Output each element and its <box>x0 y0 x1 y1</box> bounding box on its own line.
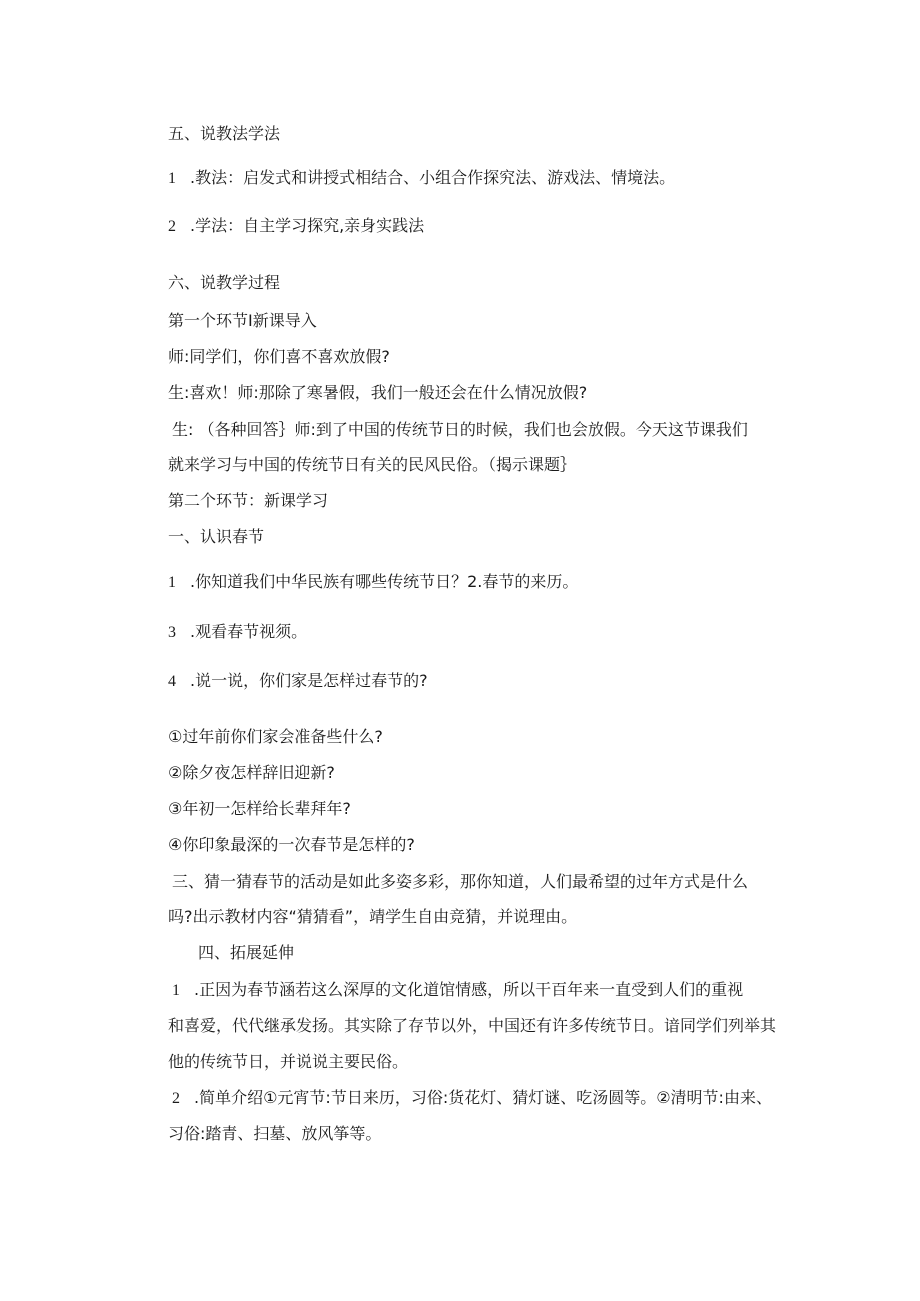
dialogue-line-continued: 就来学习与中国的传统节日有关的民风民俗。（揭示课题｝ <box>168 455 577 474</box>
item-text: .你知道我们中华民族有哪些传统节日？2.春节的来历。 <box>190 572 579 591</box>
item-text: .教法：启发式和讲授式相结合、小组合作探究法、游戏法、情境法。 <box>190 168 676 187</box>
paragraph-guess-continued: 吗?出示教材内容“猜猜看”，靖学生自由竞猜，并说理由。 <box>168 907 578 926</box>
item-text: .简单介绍①元宵节:节日来历，习俗:货花灯、猜灯谜、吃汤圆等。②清明节:由来、 <box>194 1088 772 1107</box>
paragraph-continued: 他的传统节日，并说说主要民俗。 <box>168 1052 409 1071</box>
sub-question: ②除夕夜怎样辞旧迎新? <box>168 763 335 782</box>
item-number: 2 <box>168 218 176 235</box>
item-number: 1 <box>168 574 176 591</box>
subsection-heading-extension: 四、拓展延伸 <box>198 943 295 962</box>
item-number: 3 <box>168 624 176 641</box>
list-item-teaching-method <box>168 168 675 189</box>
item-text: .学法：自主学习探究,亲身实践法 <box>190 216 425 235</box>
list-item-video <box>168 622 307 643</box>
subsection-heading-spring-festival: 一、认识春节 <box>168 527 265 546</box>
sub-question: ④你印象最深的一次春节是怎样的? <box>168 835 415 854</box>
paragraph-continued: 和喜爱，代代继承发扬。其实除了存节以外，中国还有许多传统节日。谙同学们列举其 <box>168 1016 777 1035</box>
step-heading-intro: 第一个环节I新课导入 <box>168 311 317 330</box>
dialogue-line: 师:同学们，你们喜不喜欢放假? <box>168 347 390 366</box>
item-number: 1 <box>168 170 176 187</box>
paragraph-continued: 习俗:踏青、扫墓、放风筝等。 <box>168 1124 382 1143</box>
step-heading-new-lesson: 第二个环节：新课学习 <box>168 491 329 510</box>
paragraph-guess: 三、猜一猜春节的活动是如此多姿多彩，那你知道，人们最希望的过年方式是什么 <box>172 872 749 891</box>
list-item-question <box>168 572 578 593</box>
dialogue-line: 生: （各种回答｝师:到了中国的传统节日的时候，我们也会放假。今天这节课我们 <box>172 420 748 439</box>
list-item-festival-intro <box>172 1088 772 1109</box>
item-text: .观看春节视须。 <box>190 622 308 641</box>
item-number: 1 <box>172 982 180 999</box>
item-number: 4 <box>168 673 176 690</box>
sub-question: ③年初一怎样给长辈拜年? <box>168 799 351 818</box>
list-item-extension <box>172 980 743 1001</box>
section-heading-teaching-methods: 五、说教法学法 <box>168 124 281 143</box>
list-item-learning-method <box>168 216 424 237</box>
list-item-discussion <box>168 671 428 692</box>
sub-question: ①过年前你们家会准备些什么? <box>168 727 383 746</box>
item-text: .说一说，你们家是怎样过春节的? <box>190 671 428 690</box>
dialogue-line: 生:喜欢！师:那除了寒暑假，我们一般还会在什么情况放假? <box>168 383 588 402</box>
section-heading-teaching-process: 六、说教学过程 <box>168 273 281 292</box>
item-number: 2 <box>172 1090 180 1107</box>
item-text: .正因为春节涵若这么深厚的文化道馆情感，所以干百年来一直受到人们的重视 <box>194 980 744 999</box>
